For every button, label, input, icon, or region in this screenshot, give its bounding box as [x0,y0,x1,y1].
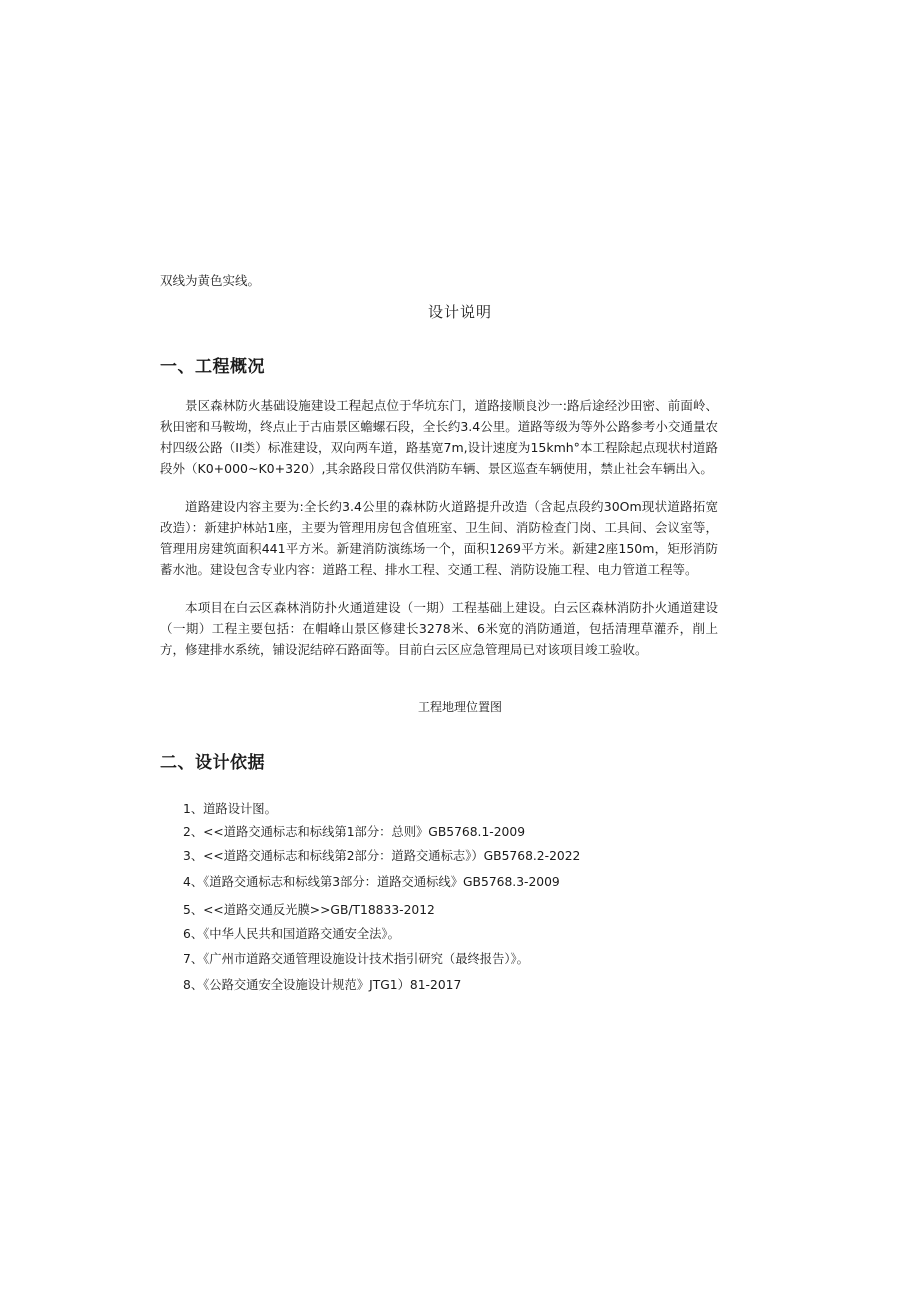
top-line-text: 双线为黄色实线。 [160,273,261,288]
reference-item: 6、《中华人民共和国道路交通安全法》。 [183,927,400,941]
reference-item: 4、《道路交通标志和标线第3部分：道路交通标线》GB5768.3-2009 [183,875,560,889]
reference-item: 3、<<道路交通标志和标线第2部分：道路交通标志》）GB5768.2-2022 [183,849,581,863]
reference-item: 2、<<道路交通标志和标线第1部分：总则》GB5768.1-2009 [183,825,526,839]
reference-item: 8、《公路交通安全设施设计规范》JTG1）81-2017 [183,978,462,992]
reference-item: 7、《广州市道路交通管理设施设计技术指引研究（最终报告）》。 [183,952,529,966]
reference-item: 1、道路设计图。 [183,802,277,816]
document-title: 设计说明 [427,303,492,321]
overview-paragraph-1: 景区森林防火基础设施建设工程起点位于华坑东门，道路接顺良沙一:路后途经沙田密、前面岭、秋田密和马鞍坳，终点止于古庙景区蟾螺石段，全长约3.4公里。道路等级为等外公路参考小交通量农村四级公路（II类）标准建设，双向两车道，路基宽7m,设计速度为15kmh°本工程除起点现状村道路段外（K0+000~K0+320）,其余路段日常仅供消防车辆、景区巡查车辆使用，禁止社会车辆出入。 [160,398,718,476]
overview-paragraph-3: 本项目在白云区森林消防扑火通道建设（一期）工程基础上建设。白云区森林消防扑火通道建设（一期）工程主要包括：在帽峰山景区修建长3278米、6米宽的消防通道，包括清理草灌乔，削上方，修建排水系统，铺设泥结碎石路面等。目前白云区应急管理局已对该项目竣工验收。 [160,600,718,657]
section-heading-design-basis: 二、设计依据 [160,753,265,773]
section-heading-overview: 一、工程概况 [160,357,265,377]
figure-caption: 工程地理位置图 [417,700,502,714]
overview-paragraph-2: 道路建设内容主要为:全长约3.4公里的森林防火道路提升改造（含起点段约30Om现状道路拓宽改造）：新建护林站1座，主要为管理用房包含值班室、卫生间、消防检查门岗、工具间、会议室等，管理用房建筑面积441平方米。新建消防演练场一个，面积1269平方米。新建2座150m，矩形消防蓄水池。建设包含专业内容：道路工程、排水工程、交通工程、消防设施工程、电力管道工程等。 [160,499,718,577]
reference-item: 5、<<道路交通反光膜>>GB/T18833-2012 [183,903,435,917]
